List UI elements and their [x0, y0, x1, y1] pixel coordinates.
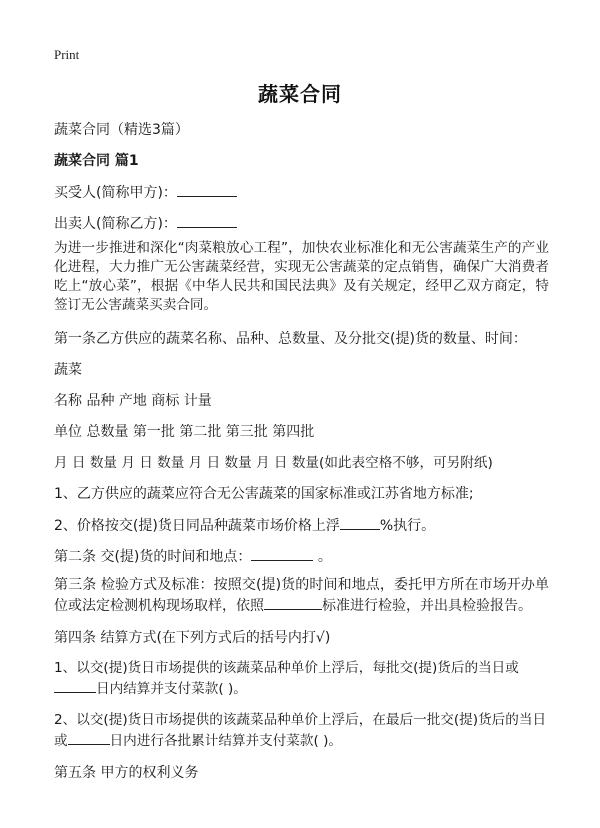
settlement-days-blank-2	[68, 730, 110, 745]
clause-4-1-text-1: 1、以交(提)货日市场提供的该蔬菜品种单价上浮后，每批交(提)货后的当日或	[54, 660, 519, 676]
document-subtitle: 蔬菜合同（精选3篇）	[54, 122, 189, 138]
seller-line	[54, 213, 549, 234]
seller-label: 出卖人(简称乙方)：	[54, 216, 177, 232]
clause-4-2-text-2: 日内进行各批累计结算并支付菜款( )。	[109, 733, 343, 749]
section-heading: 蔬菜合同 篇1	[54, 153, 139, 169]
clause-4-2-or: 或	[54, 733, 68, 749]
article-3	[54, 575, 549, 616]
clause-1-2-text: 2、价格按交(提)货日同品种蔬菜市场价格上浮	[54, 518, 340, 534]
article-2	[54, 546, 549, 567]
article-2-text: 第二条 交(提)货的时间和地点：	[54, 549, 252, 565]
delivery-blank	[251, 546, 313, 561]
table-header-row-2: 单位 总数量 第一批 第二批 第三批 第四批	[54, 424, 315, 440]
print-label: Print	[54, 47, 80, 62]
clause-4-1	[54, 658, 549, 699]
clause-4-2-text-1: 2、以交(提)货日市场提供的该蔬菜品种单价上浮后，在最后一批交(提)货后的当日	[54, 712, 547, 728]
document-title: 蔬菜合同	[258, 82, 342, 106]
veg-label: 蔬菜	[54, 362, 82, 378]
inspection-standard-blank	[264, 595, 322, 610]
article-4: 第四条 结算方式(在下列方式后的括号内打√)	[54, 630, 331, 646]
table-header-row-3: 月 日 数量 月 日 数量 月 日 数量 月 日 数量(如此表空格不够，可另附纸)	[54, 455, 493, 471]
clause-1-1: 1、乙方供应的蔬菜应符合无公害蔬菜的国家标准或江苏省地方标准;	[54, 486, 474, 502]
seller-blank	[177, 213, 237, 228]
buyer-line	[54, 182, 549, 203]
article-1: 第一条乙方供应的蔬菜名称、品种、总数量、及分批交(提)货的数量、时间：	[54, 331, 527, 347]
clause-1-2-suffix: %执行。	[379, 518, 436, 534]
article-3-text-1: 第三条 检验方式及标准：按照交(提)货的时间和地点，委托甲方所在市场开办单位或法定检测机构现场取样，依照	[54, 577, 549, 614]
table-header-row-1: 名称 品种 产地 商标 计量	[54, 393, 212, 409]
clause-4-2	[54, 710, 549, 751]
price-markup-blank	[340, 515, 380, 530]
buyer-label: 买受人(简称甲方)：	[54, 185, 177, 201]
buyer-blank	[177, 182, 237, 197]
article-5: 第五条 甲方的权利义务	[54, 765, 199, 781]
article-3-text-2: 标准进行检验，并出具检验报告。	[322, 598, 532, 614]
clause-4-1-text-2: 日内结算并支付菜款( )。	[96, 681, 247, 697]
intro-paragraph: 为进一步推进和深化“肉菜粮放心工程”，加快农业标准化和无公害蔬菜生产的产业化进程，大力推广无公害蔬菜经营，实现无公害蔬菜的定点销售，确保广大消费者吃上“放心菜”，根据《中华人民共和国民法典》及有关规定，经甲乙双方商定，特签订无公害蔬菜买卖合同。	[54, 240, 549, 313]
settlement-days-blank-1	[54, 678, 96, 693]
clause-1-2	[54, 515, 549, 536]
article-2-suffix: 。	[313, 549, 332, 565]
